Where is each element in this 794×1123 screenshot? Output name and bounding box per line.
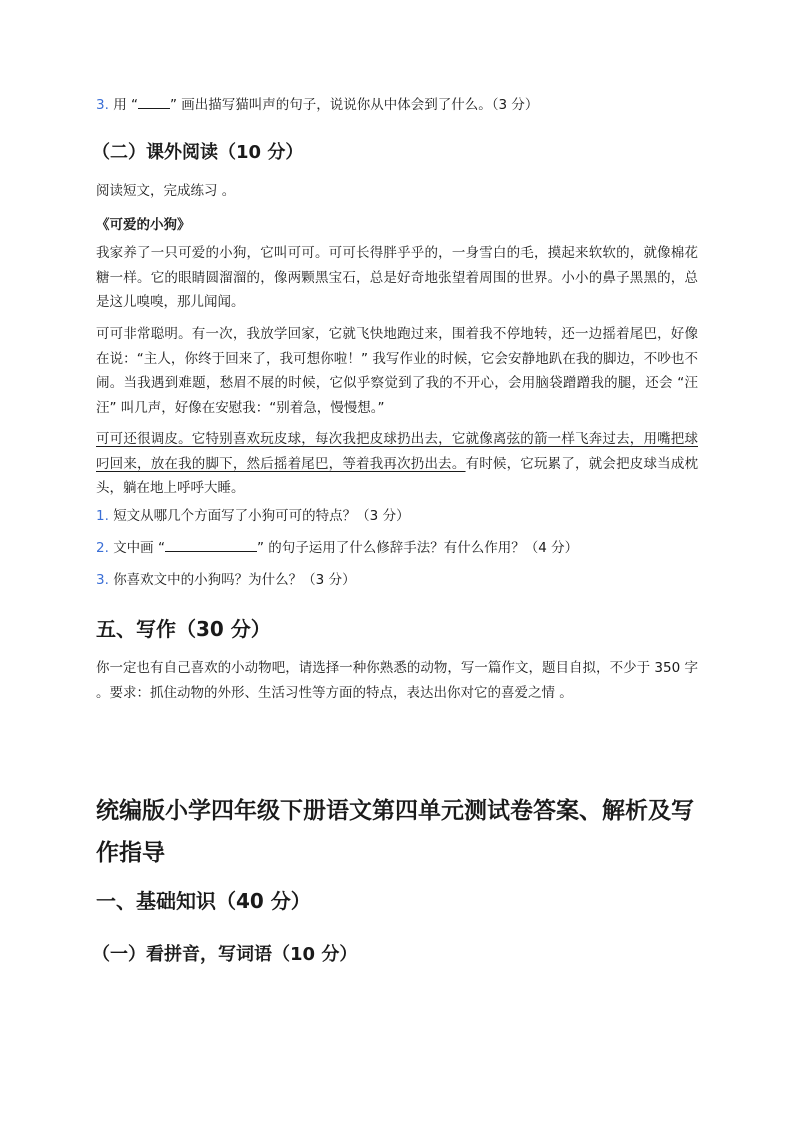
passage-paragraph-2: 可可非常聪明。有一次，我放学回家，它就飞快地跑过来，围着我不停地转，还一边摇着尾巴，好像在说：“主人，你终于回来了，我可想你啦！” 我写作业的时候，它会安静地趴在我的脚边，不吵也不闹。当我遇到难题，愁眉不展的时候，它似乎察觉到了我的不开心，会用脑袋蹭蹭我的腿，还会 “汪汪” 叫几声，好像在安慰我：“别着急，慢慢想。” [96, 326, 698, 416]
reading-instruction: 阅读短文，完成练习 。 [96, 183, 236, 199]
passage-title: 《可爱的小狗》 [96, 217, 191, 233]
passage-paragraph-3: 可可还很调皮。它特别喜欢玩皮球，每次我把皮球扔出去，它就像离弦的箭一样飞奔过去，用嘴把球叼回来，放在我的脚下，然后摇着尾巴，等着我再次扔出去。有时候，它玩累了，就会把皮球当成枕头，躺在地上呼呼大睡。 [96, 431, 699, 496]
extra-question-1: 1. 短文从哪几个方面写了小狗可可的特点？（3 分） [96, 508, 410, 524]
section-heading-extra-reading: （二）课外阅读（10 分） [92, 142, 304, 163]
extra-question-3: 3. 你喜欢文中的小狗吗？为什么？（3 分） [96, 572, 356, 588]
question-3-top: 3. 用 “ ” 画出描写猫叫声的句子，说说你从中体会到了什么。（3 分） [96, 97, 539, 113]
writing-prompt: 你一定也有自己喜欢的小动物吧，请选择一种你熟悉的动物，写一篇作文，题目自拟，不少于 350 字 。要求：抓住动物的外形、生活习性等方面的特点，表达出你对它的喜爱之情 。 [96, 660, 698, 701]
answer-blank [165, 539, 257, 552]
extra-question-2: 2. 文中画 “ ” 的句子运用了什么修辞手法？有什么作用？（4 分） [96, 540, 579, 556]
answer-blank [138, 96, 170, 109]
answers-section-1-heading: 一、基础知识（40 分） [96, 889, 311, 913]
question-number: 3. [96, 97, 109, 113]
section-heading-writing: 五、写作（30 分） [96, 617, 271, 641]
underlined-sentence: 可可还很调皮。它特别喜欢玩皮球，每次我把皮球扔出去，它就像离弦的箭一样飞奔过去，用嘴把球叼回来，放在我的脚下，然后摇着尾巴，等着我再次扔出去。 [96, 431, 698, 472]
passage-paragraph-1: 我家养了一只可爱的小狗，它叫可可。可可长得胖乎乎的，一身雪白的毛，摸起来软软的，就像棉花糖一样。它的眼睛圆溜溜的，像两颗黑宝石，总是好奇地张望着周围的世界。小小的鼻子黑黑的，总是这儿嗅嗅，那儿闻闻。 [96, 245, 698, 310]
answers-subsection-heading: （一）看拼音，写词语（10 分） [92, 944, 358, 965]
answers-document-title: 统编版小学四年级下册语文第四单元测试卷答案、解析及写作指导 [96, 798, 694, 866]
